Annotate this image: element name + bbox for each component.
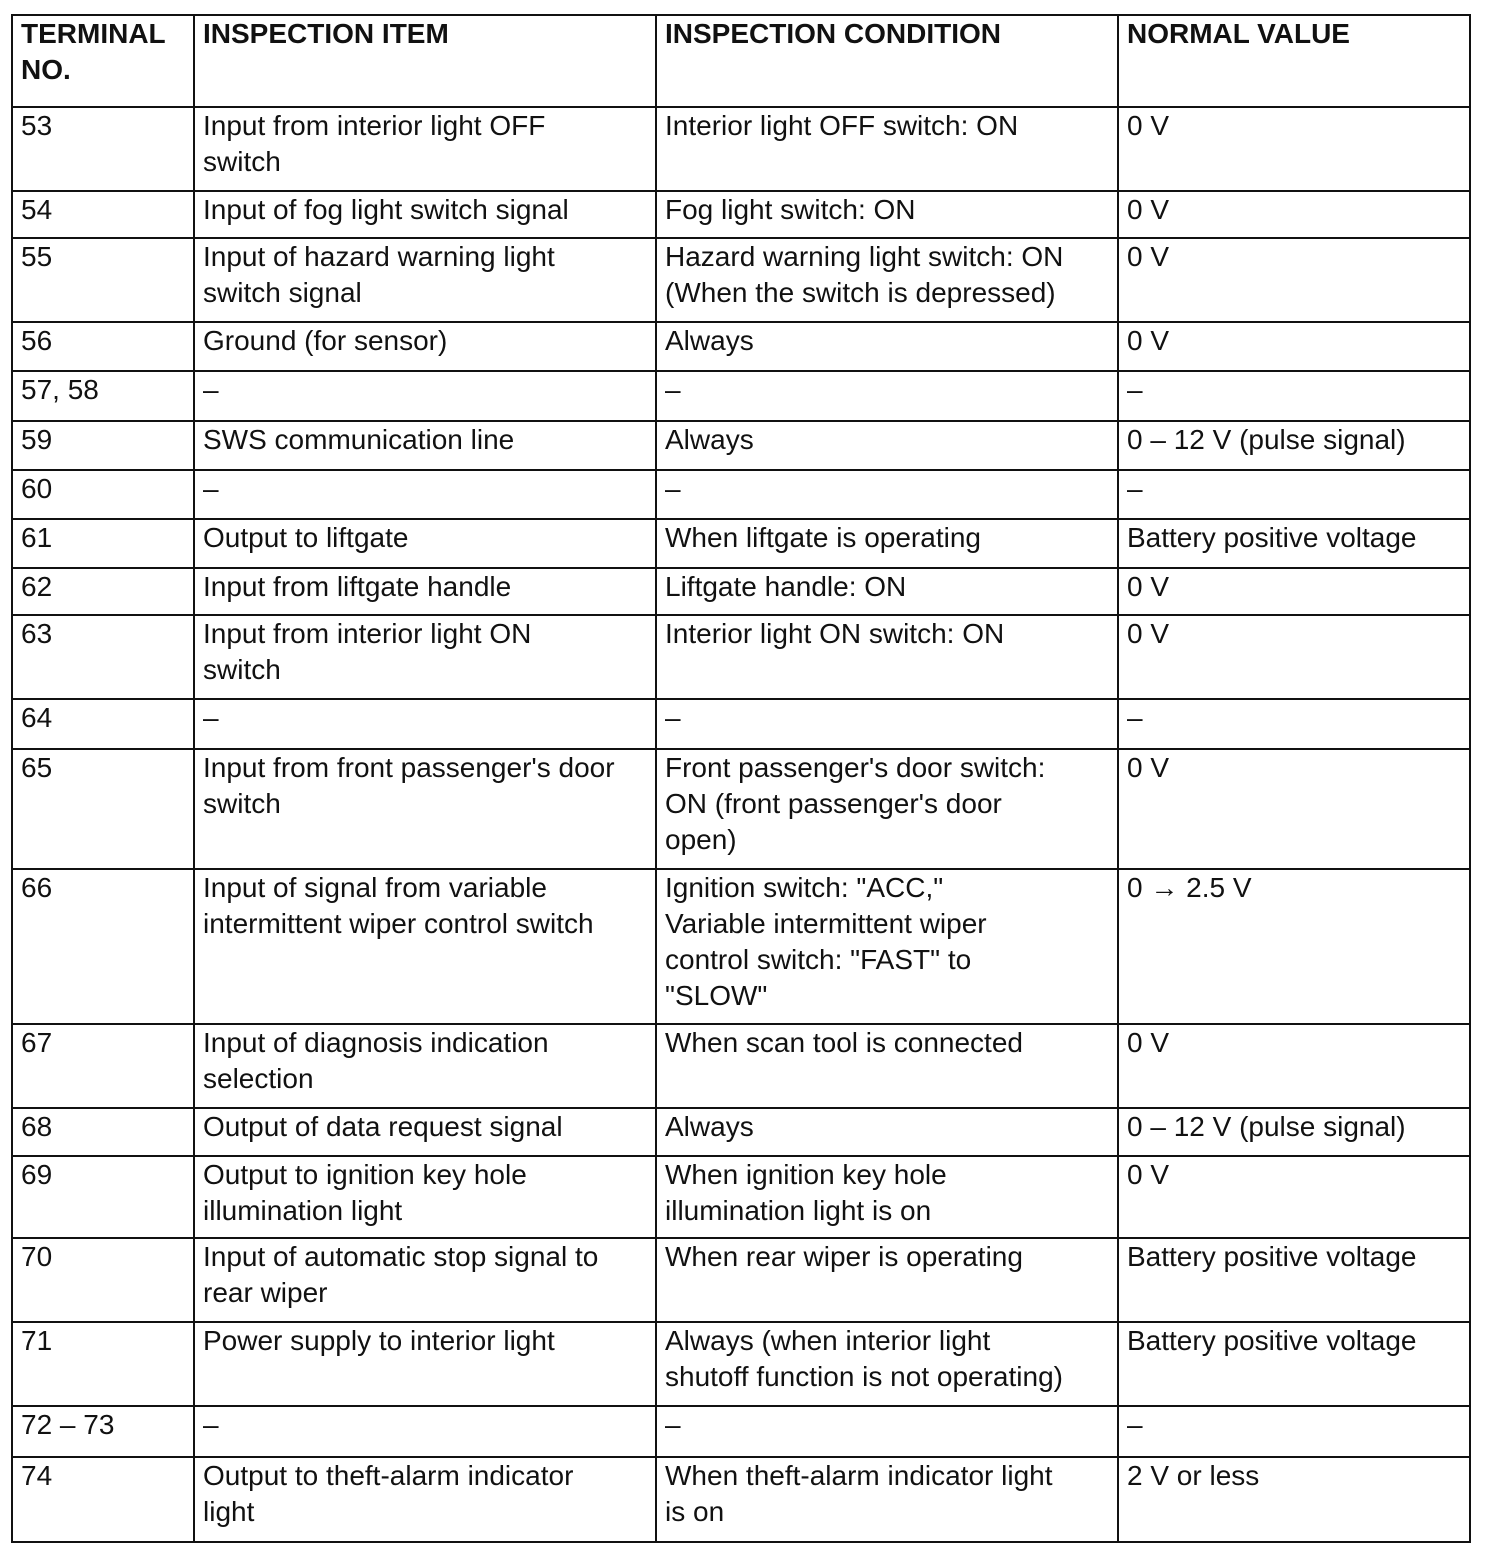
table-row [12,107,1470,191]
cell-terminal-no: 74 [12,1457,194,1542]
table-row [12,1156,1470,1238]
cell-inspection-condition: Hazard warning light switch: ON (When the switch is depressed) [656,238,1118,322]
cell-terminal-no: 70 [12,1238,194,1322]
cell-inspection-condition: When liftgate is operating [656,519,1118,568]
cell-inspection-item: Output to theft-alarm indicator light [194,1457,656,1542]
cell-normal-value: 0 V [1118,322,1470,371]
cell-terminal-no: 61 [12,519,194,568]
cell-inspection-item: Input from front passenger's door switch [194,749,656,869]
cell-normal-value: 0 V [1118,1156,1470,1238]
table-row [12,421,1470,470]
cell-inspection-item: Input of diagnosis indication selection [194,1024,656,1108]
cell-terminal-no: 60 [12,470,194,519]
header-inspection-item: INSPECTION ITEM [194,15,656,107]
table-row [12,699,1470,749]
header-terminal-no: TERMINAL NO. [12,15,194,107]
cell-inspection-condition: When theft-alarm indicator light is on [656,1457,1118,1542]
table-header-row [12,15,1470,107]
table-row [12,1108,1470,1156]
cell-inspection-item: Input from interior light OFF switch [194,107,656,191]
cell-inspection-condition: When scan tool is connected [656,1024,1118,1108]
cell-inspection-condition: Ignition switch: "ACC," Variable intermittent wiper control switch: "FAST" to "SLOW" [656,869,1118,1024]
table-row [12,371,1470,421]
cell-normal-value: 0 V [1118,238,1470,322]
cell-terminal-no: 59 [12,421,194,470]
table-row [12,191,1470,238]
table-row [12,1238,1470,1322]
cell-terminal-no: 68 [12,1108,194,1156]
cell-normal-value: 0 V [1118,1024,1470,1108]
cell-inspection-item: – [194,699,656,749]
table-row [12,1457,1470,1542]
table-row [12,238,1470,322]
cell-normal-value: – [1118,699,1470,749]
cell-terminal-no: 55 [12,238,194,322]
table-body [12,107,1470,1542]
cell-terminal-no: 65 [12,749,194,869]
cell-inspection-item: – [194,470,656,519]
cell-inspection-condition: – [656,371,1118,421]
cell-inspection-condition: Always [656,322,1118,371]
cell-terminal-no: 56 [12,322,194,371]
cell-inspection-item: Power supply to interior light [194,1322,656,1406]
cell-inspection-item: Output to liftgate [194,519,656,568]
cell-normal-value: 0 V [1118,191,1470,238]
cell-terminal-no: 63 [12,615,194,699]
table-row [12,1024,1470,1108]
cell-terminal-no: 67 [12,1024,194,1108]
cell-inspection-condition: Always [656,1108,1118,1156]
cell-normal-value: 0 → 2.5 V [1118,869,1470,1024]
cell-inspection-item: Input of fog light switch signal [194,191,656,238]
table-row [12,615,1470,699]
cell-terminal-no: 64 [12,699,194,749]
cell-inspection-condition: Fog light switch: ON [656,191,1118,238]
cell-inspection-condition: – [656,1406,1118,1457]
cell-terminal-no: 54 [12,191,194,238]
cell-normal-value: – [1118,470,1470,519]
table-row [12,1406,1470,1457]
cell-inspection-condition: Always [656,421,1118,470]
cell-inspection-item: Input of hazard warning light switch signal [194,238,656,322]
cell-inspection-item: – [194,1406,656,1457]
cell-inspection-condition: Interior light ON switch: ON [656,615,1118,699]
cell-terminal-no: 72 – 73 [12,1406,194,1457]
cell-inspection-item: Input from interior light ON switch [194,615,656,699]
cell-normal-value: – [1118,371,1470,421]
cell-inspection-item: Output to ignition key hole illumination light [194,1156,656,1238]
cell-inspection-item: Input from liftgate handle [194,568,656,615]
cell-inspection-condition: Liftgate handle: ON [656,568,1118,615]
cell-inspection-item: – [194,371,656,421]
table-row [12,749,1470,869]
cell-inspection-condition: – [656,699,1118,749]
cell-normal-value: Battery positive voltage [1118,1238,1470,1322]
cell-inspection-condition: When ignition key hole illumination light is on [656,1156,1118,1238]
cell-normal-value: Battery positive voltage [1118,1322,1470,1406]
cell-normal-value: 2 V or less [1118,1457,1470,1542]
cell-terminal-no: 57, 58 [12,371,194,421]
cell-inspection-item: Output of data request signal [194,1108,656,1156]
cell-terminal-no: 69 [12,1156,194,1238]
table-row [12,322,1470,371]
cell-terminal-no: 71 [12,1322,194,1406]
cell-inspection-item: SWS communication line [194,421,656,470]
cell-normal-value: 0 V [1118,615,1470,699]
cell-inspection-condition: Interior light OFF switch: ON [656,107,1118,191]
cell-normal-value: 0 V [1118,107,1470,191]
table-row [12,869,1470,1024]
cell-terminal-no: 53 [12,107,194,191]
header-normal-value: NORMAL VALUE [1118,15,1470,107]
cell-normal-value: 0 V [1118,749,1470,869]
cell-terminal-no: 66 [12,869,194,1024]
cell-inspection-item: Input of signal from variable intermittent wiper control switch [194,869,656,1024]
cell-normal-value: Battery positive voltage [1118,519,1470,568]
cell-normal-value: – [1118,1406,1470,1457]
cell-inspection-item: Ground (for sensor) [194,322,656,371]
cell-normal-value: 0 – 12 V (pulse signal) [1118,1108,1470,1156]
cell-normal-value: 0 – 12 V (pulse signal) [1118,421,1470,470]
cell-inspection-condition: When rear wiper is operating [656,1238,1118,1322]
cell-inspection-condition: – [656,470,1118,519]
table-row [12,519,1470,568]
cell-inspection-item: Input of automatic stop signal to rear wiper [194,1238,656,1322]
terminal-inspection-table [11,14,1471,1543]
cell-inspection-condition: Always (when interior light shutoff function is not operating) [656,1322,1118,1406]
cell-inspection-condition: Front passenger's door switch: ON (front passenger's door open) [656,749,1118,869]
table-row [12,1322,1470,1406]
header-inspection-condition: INSPECTION CONDITION [656,15,1118,107]
cell-terminal-no: 62 [12,568,194,615]
table-row [12,470,1470,519]
cell-normal-value: 0 V [1118,568,1470,615]
table-row [12,568,1470,615]
